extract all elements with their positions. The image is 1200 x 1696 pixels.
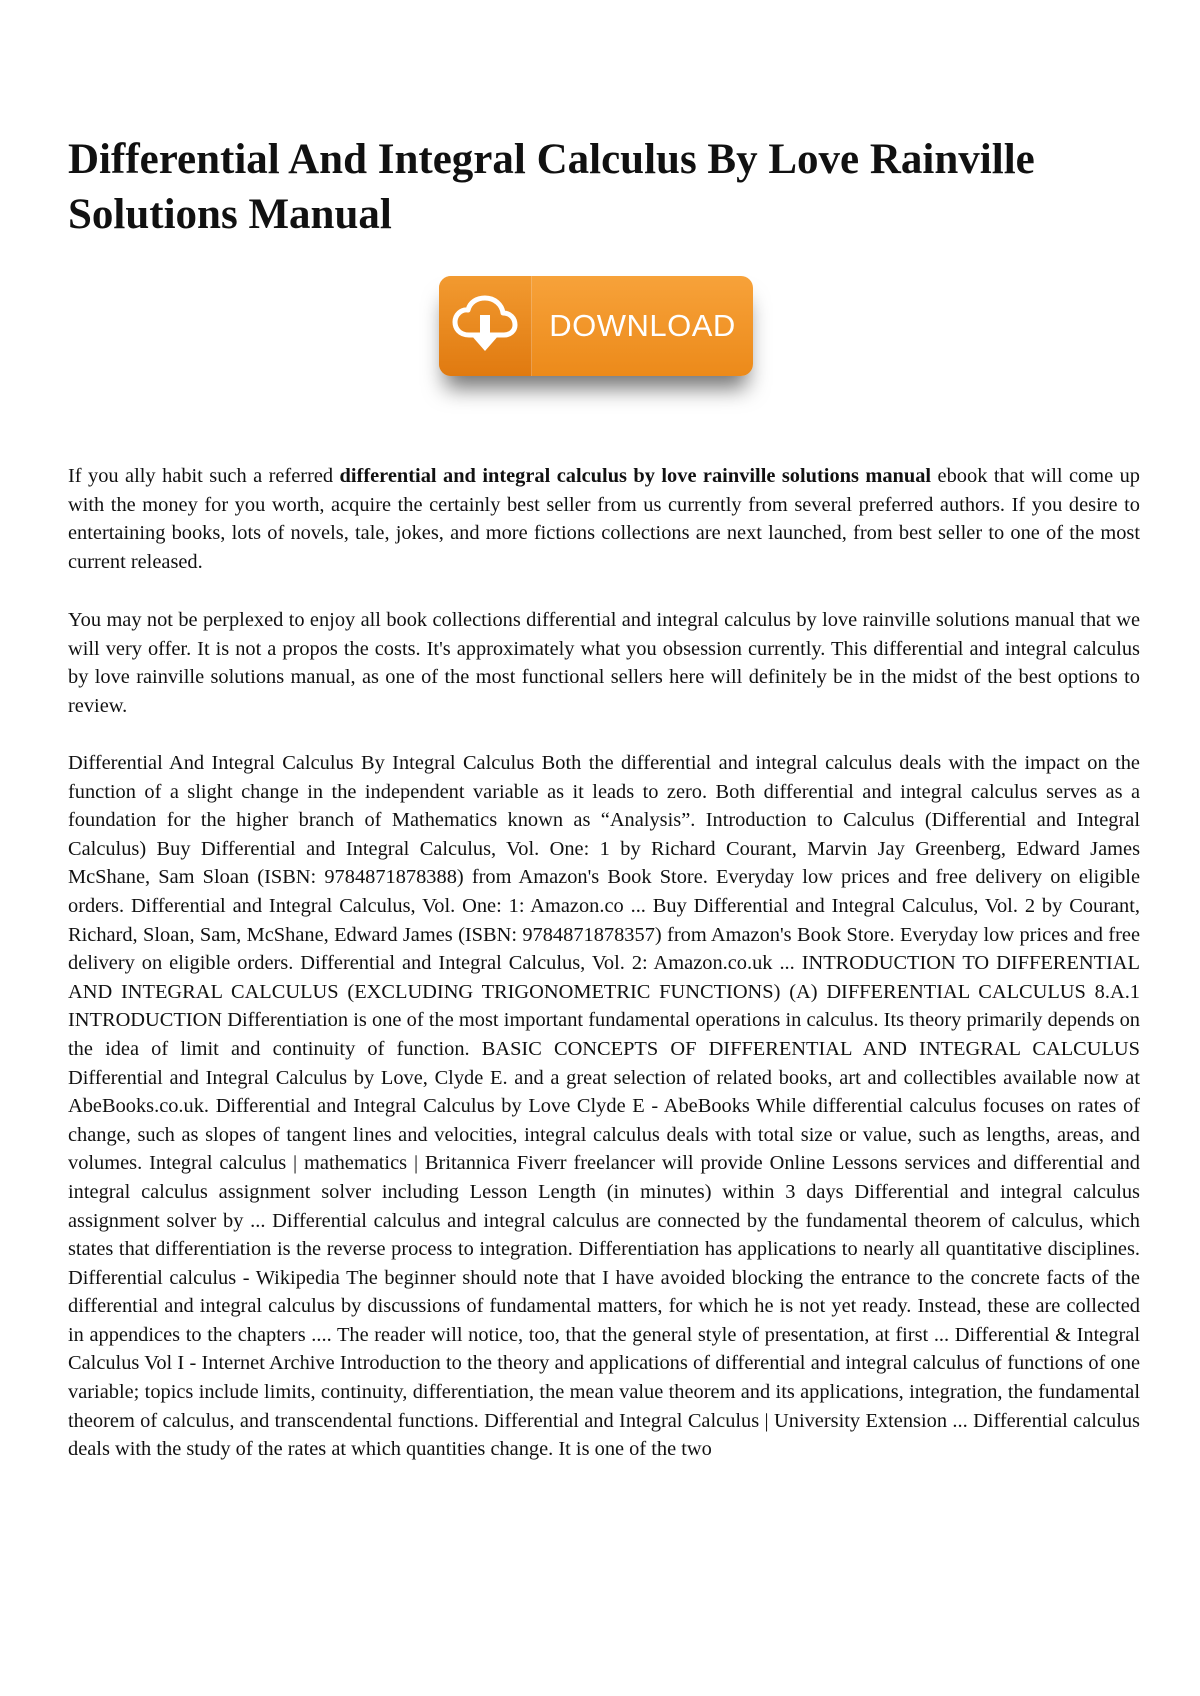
intro-paragraph <box>68 462 1140 576</box>
page-title: Differential And Integral Calculus By Love Rainville Solutions Manual <box>68 136 1035 238</box>
body-paragraph: Differential And Integral Calculus By Integral Calculus Both the differential and integral calculus deals with the impact on the function of a slight change in the independent variable as it leads to zero. Both differential and integral calculus serves as a foundation for the higher branch of Mathematics known as “Analysis”. Introduction to Calculus (Differential and Integral Calculus) Buy Differential and Integral Calculus, Vol. One: 1 by Richard Courant, Marvin Jay Greenberg, Edward James McShane, Sam Sloan (ISBN: 9784871878388) from Amazon's Book Store. Everyday low prices and free delivery on eligible orders. Differential and Integral Calculus, Vol. One: 1: Amazon.co ... Buy Differential and Integral Calculus, Vol. 2 by Courant, Richard, Sloan, Sam, McShane, Edward James (ISBN: 9784871878357) from Amazon's Book Store. Everyday low prices and free delivery on eligible orders. Differential and Integral Calculus, Vol. 2: Amazon.co.uk ... INTRODUCTION TO DIFFERENTIAL AND INTEGRAL CALCULUS (EXCLUDING TRIGONOMETRIC FUNCTIONS) (A) DIFFERENTIAL CALCULUS 8.A.1 INTRODUCTION Differentiation is one of the most important fundamental operations in calculus. Its theory primarily depends on the idea of limit and continuity of function. BASIC CONCEPTS OF DIFFERENTIAL AND INTEGRAL CALCULUS Differential and Integral Calculus by Love, Clyde E. and a great selection of related books, art and collectibles available now at AbeBooks.co.uk. Differential and Integral Calculus by Love Clyde E - AbeBooks While differential calculus focuses on rates of change, such as slopes of tangent lines and velocities, integral calculus deals with total size or value, such as lengths, areas, and volumes. Integral calculus | mathematics | Britannica Fiverr freelancer will provide Online Lessons services and differential and integral calculus assignment solver including Lesson Length (in minutes) within 3 days Differential and integral calculus assignment solver by ... Differential calculus and integral calculus are connected by the fundamental theorem of calculus, which states that differentiation is the reverse process to integration. Differentiation has applications to nearly all quantitative disciplines. Differential calculus - Wikipedia The beginner should note that I have avoided blocking the entrance to the concrete facts of the differential and integral calculus by discussions of fundamental matters, for which he is not yet ready. Instead, these are collected in appendices to the chapters .... The reader will notice, too, that the general style of presentation, at first ... Differential & Integral Calculus Vol I - Internet Archive Introduction to the theory and applications of differential and integral calculus of functions of one variable; topics include limits, continuity, differentiation, the mean value theorem and its applications, integration, the fundamental theorem of calculus, and transcendental functions. Differential and Integral Calculus | University Extension ... Differential calculus deals with the study of the rates at which quantities change. It is one of the two <box>68 752 1140 1461</box>
second-paragraph: You may not be perplexed to enjoy all book collections differential and integral calculus by love rainville solutions manual that we will very offer. It is not a propos the costs. It's approximately what you obsession currently. This differential and integral calculus by love rainville solutions manual, as one of the most functional sellers here will definitely be in the midst of the best options to review. <box>68 609 1140 717</box>
intro-text-end: ebook that will come up with the money for you worth, acquire the certainly best seller from us currently from several preferred authors. If you desire to entertaining books, lots of novels, tale, jokes, and more fictions collections are next launched, from best seller to one of the most current released. <box>68 465 1140 573</box>
intro-text-start: If you ally habit such a referred <box>68 465 340 487</box>
download-button[interactable] <box>439 276 753 376</box>
intro-text-bold: differential and integral calculus by love rainville solutions manual <box>339 465 932 487</box>
cloud-download-icon <box>439 276 532 376</box>
download-button-label: DOWNLOAD <box>549 308 736 343</box>
download-button-container <box>439 276 827 406</box>
